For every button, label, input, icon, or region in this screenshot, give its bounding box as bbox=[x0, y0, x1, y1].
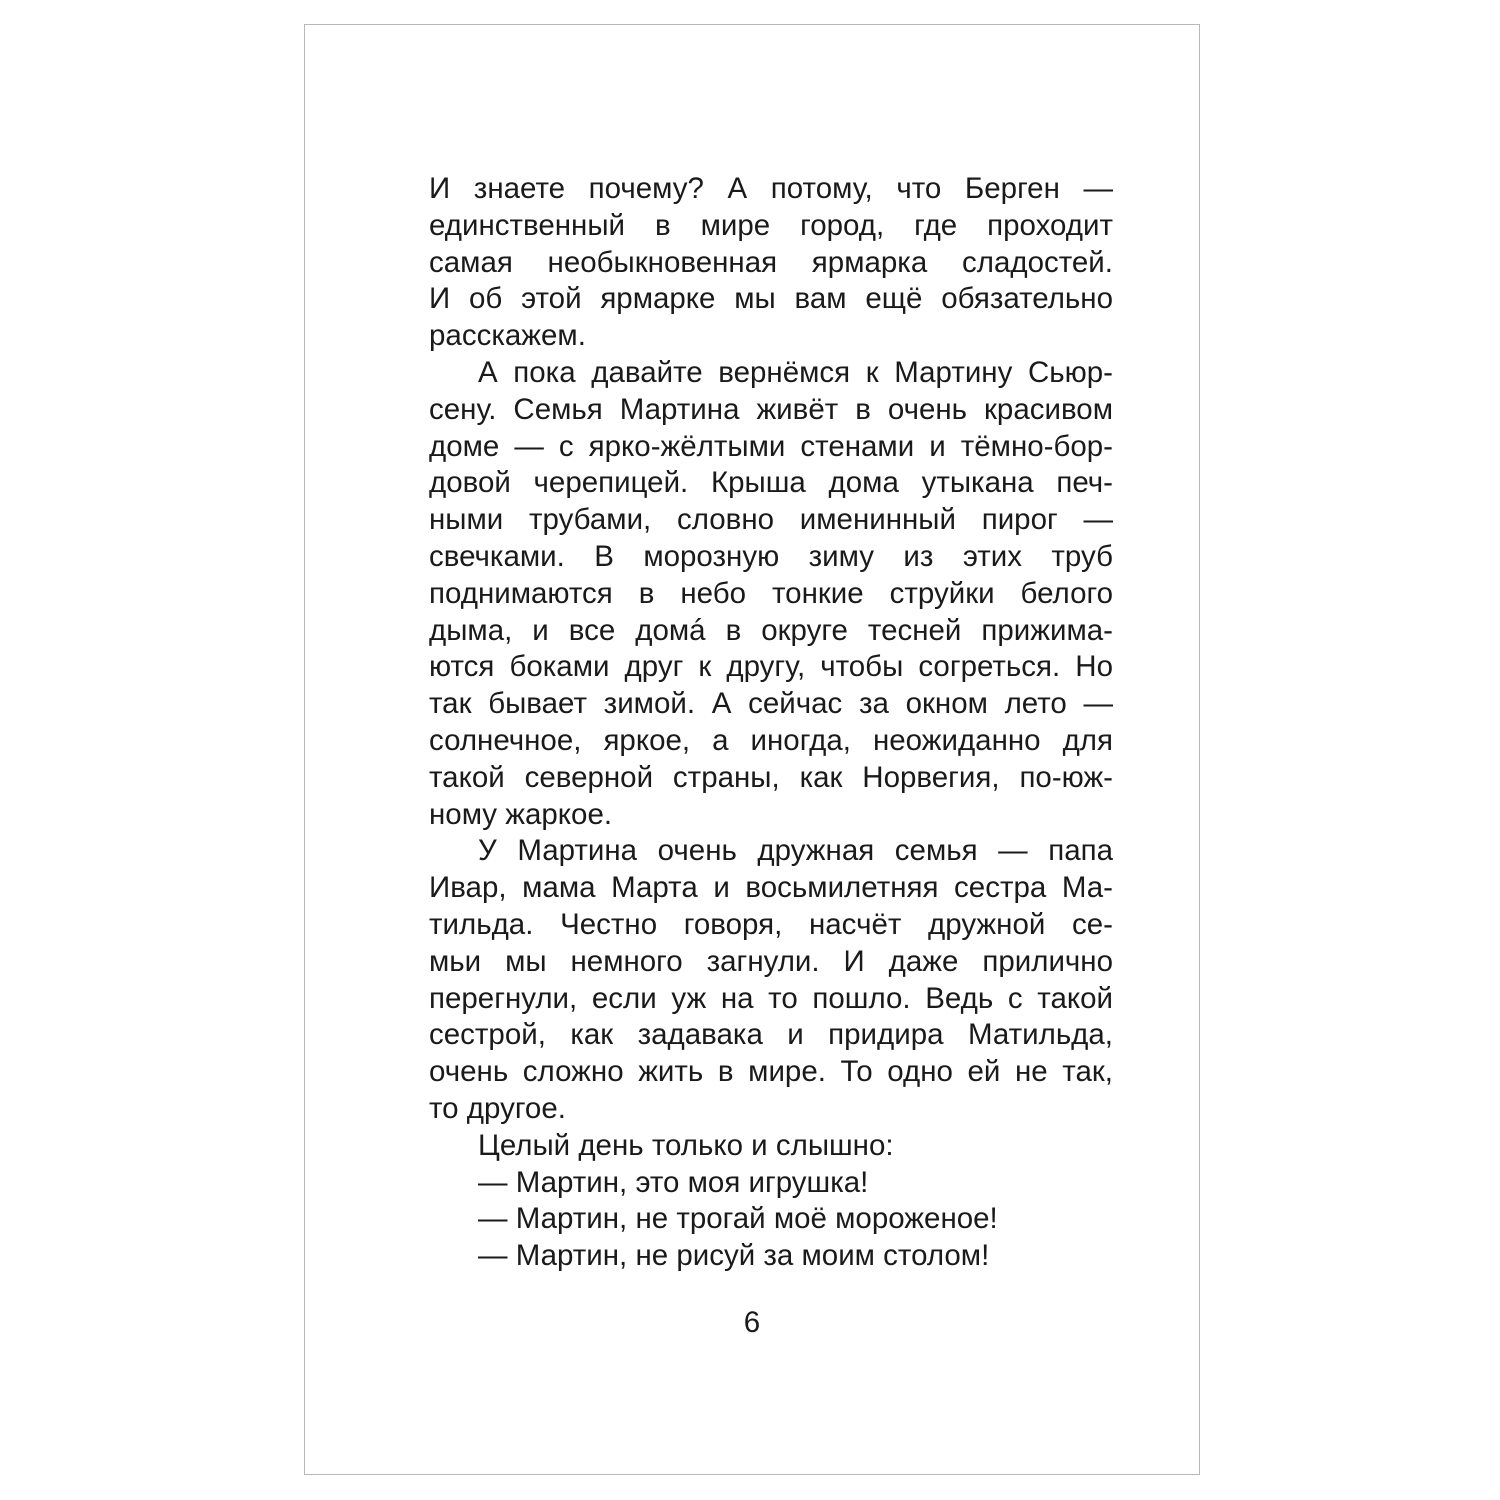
text-line: сену. Семья Мартина живёт в очень красивом bbox=[429, 392, 1113, 426]
text-line: солнечное, яркое, а иногда, неожиданно для bbox=[429, 723, 1113, 757]
text-line: ются боками друг к другу, чтобы согреться. Но bbox=[429, 650, 1113, 684]
text-line: поднимаются в небо тонкие струйки белого bbox=[429, 576, 1113, 610]
text-line: свечками. В морозную зиму из этих труб bbox=[429, 539, 1113, 573]
text-line: перегнули, если уж на то пошло. Ведь с такой bbox=[429, 981, 1113, 1015]
text-line: тильда. Честно говоря, насчёт дружной се- bbox=[429, 907, 1113, 941]
dialogue-line: — Мартин, это моя игрушка! bbox=[478, 1165, 869, 1199]
text-line: очень сложно жить в мире. То одно ей не так, bbox=[429, 1055, 1113, 1089]
text-line: так бывает зимой. А сейчас за окном лето — bbox=[429, 687, 1113, 721]
text-line: самая необыкновенная ярмарка сладостей. bbox=[429, 245, 1113, 279]
text-line: единственный в мире город, где проходит bbox=[429, 208, 1113, 242]
text-line: И об этой ярмарке мы вам ещё обязательно bbox=[429, 282, 1113, 316]
text-line: доме — с ярко-жёлтыми стенами и тёмно-бор- bbox=[429, 429, 1113, 463]
text-line: сестрой, как задавака и придира Матильда, bbox=[429, 1018, 1113, 1052]
page-number: 6 bbox=[743, 1306, 761, 1339]
text-line: расскажем. bbox=[429, 319, 586, 353]
body-text bbox=[429, 171, 1113, 1275]
paragraph-start-line: У Мартина очень дружная семья — папа bbox=[478, 834, 1113, 868]
text-line: Ивар, мама Марта и восьмилетняя сестра Ма- bbox=[429, 871, 1113, 905]
text-line: ному жаркое. bbox=[429, 797, 613, 831]
paragraph-start-line: Целый день только и слышно: bbox=[478, 1128, 894, 1162]
paragraph-start-line: А пока давайте вернёмся к Мартину Сьюр- bbox=[478, 355, 1113, 389]
text-line: мьи мы немного загнули. И даже прилично bbox=[429, 944, 1113, 978]
text-line: И знаете почему? А потому, что Берген — bbox=[429, 172, 1113, 205]
text-line: такой северной страны, как Норвегия, по-юж- bbox=[429, 760, 1113, 794]
dialogue-line: — Мартин, не трогай моё мороженое! bbox=[478, 1202, 998, 1236]
dialogue-line: — Мартин, не рисуй за моим столом! bbox=[478, 1239, 990, 1273]
text-line: то другое. bbox=[429, 1091, 566, 1125]
text-line: дыма, и все домá в округе тесней прижима- bbox=[429, 613, 1113, 647]
book-page bbox=[304, 24, 1200, 1475]
text-line: ными трубами, словно именинный пирог — bbox=[429, 503, 1113, 537]
text-line: довой черепицей. Крыша дома утыкана печ- bbox=[429, 466, 1113, 500]
